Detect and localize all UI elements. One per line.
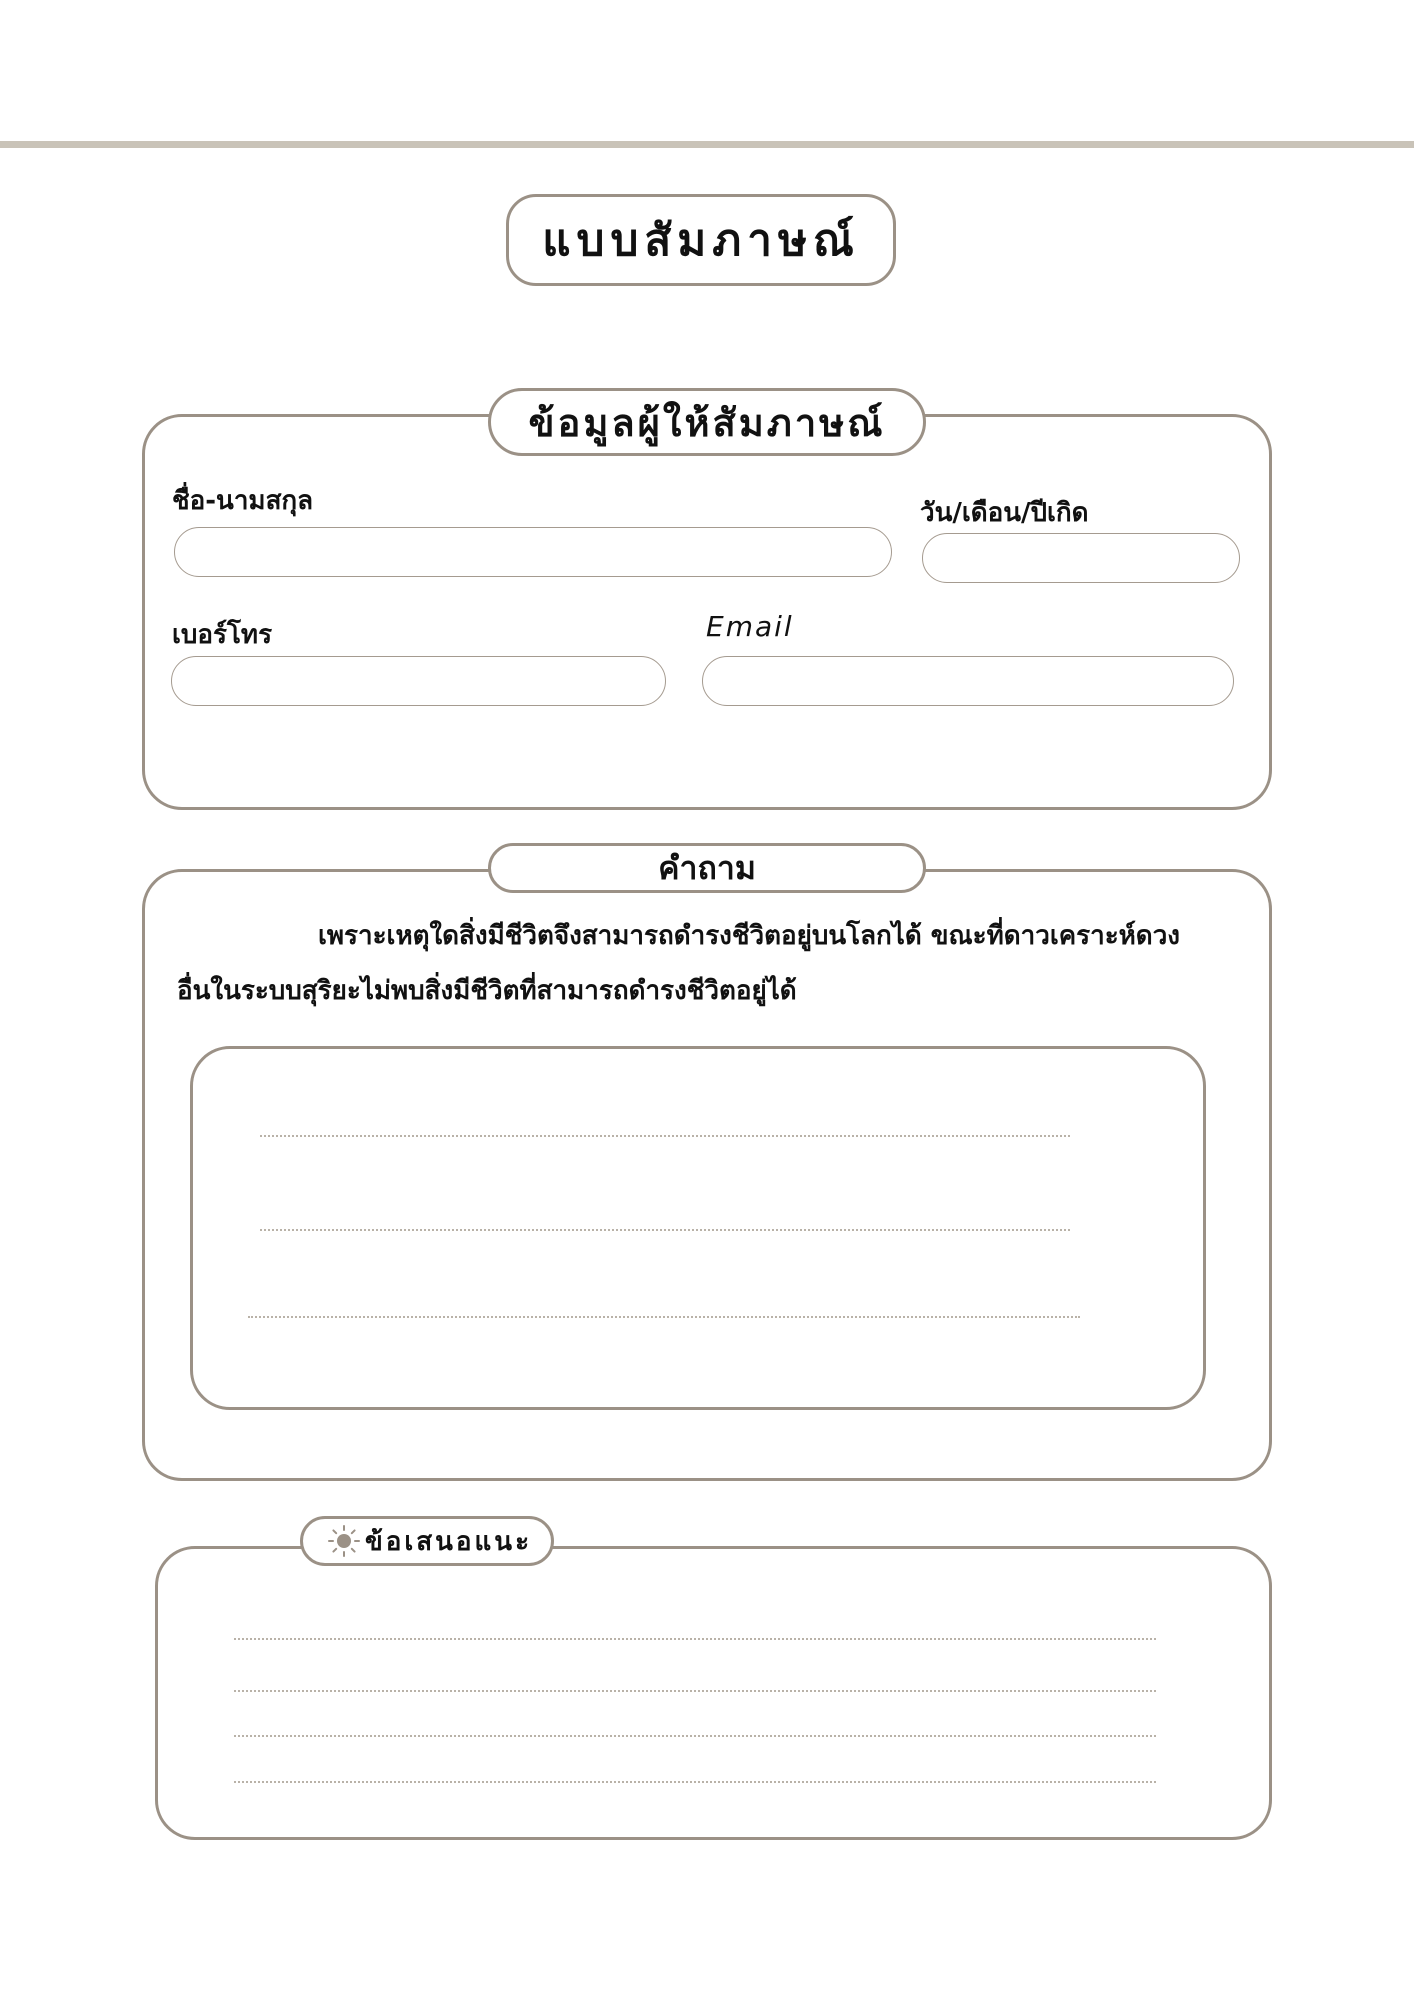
answer-line xyxy=(260,1229,1070,1231)
suggestion-heading: ข้อเสนอแนะ xyxy=(300,1516,554,1566)
suggestion-panel xyxy=(155,1546,1272,1840)
top-divider xyxy=(0,141,1414,148)
interviewee-heading: ข้อมูลผู้ให้สัมภาษณ์ xyxy=(488,388,926,456)
question-heading: คำถาม xyxy=(488,843,926,893)
suggestion-line[interactable] xyxy=(234,1638,1156,1640)
page-title-text: แบบสัมภาษณ์ xyxy=(542,215,860,266)
question-line-1: เพราะเหตุใดสิ่งมีชีวิตจึงสามารถดำรงชีวิตอยู่บนโลกได้ ขณะที่ดาวเคราะห์ดวง xyxy=(318,921,1180,951)
phone-label: เบอร์โทร xyxy=(172,620,273,650)
birthdate-field[interactable] xyxy=(922,533,1240,583)
suggestion-line[interactable] xyxy=(234,1735,1156,1737)
answer-line xyxy=(248,1316,1080,1318)
phone-field[interactable] xyxy=(171,656,666,706)
answer-line xyxy=(260,1135,1070,1137)
email-field[interactable] xyxy=(702,656,1234,706)
name-field[interactable] xyxy=(174,527,892,577)
answer-box[interactable] xyxy=(190,1046,1206,1410)
name-label: ชื่อ-นามสกุล xyxy=(172,486,314,516)
sun-icon xyxy=(327,1524,361,1558)
suggestion-line[interactable] xyxy=(234,1690,1156,1692)
birthdate-label: วัน/เดือน/ปีเกิด xyxy=(920,498,1089,528)
question-line-2: อื่นในระบบสุริยะไม่พบสิ่งมีชีวิตที่สามารถดำรงชีวิตอยู่ได้ xyxy=(177,976,797,1006)
suggestion-line[interactable] xyxy=(234,1781,1156,1783)
email-label: Email xyxy=(706,610,794,643)
page-title xyxy=(506,194,896,286)
